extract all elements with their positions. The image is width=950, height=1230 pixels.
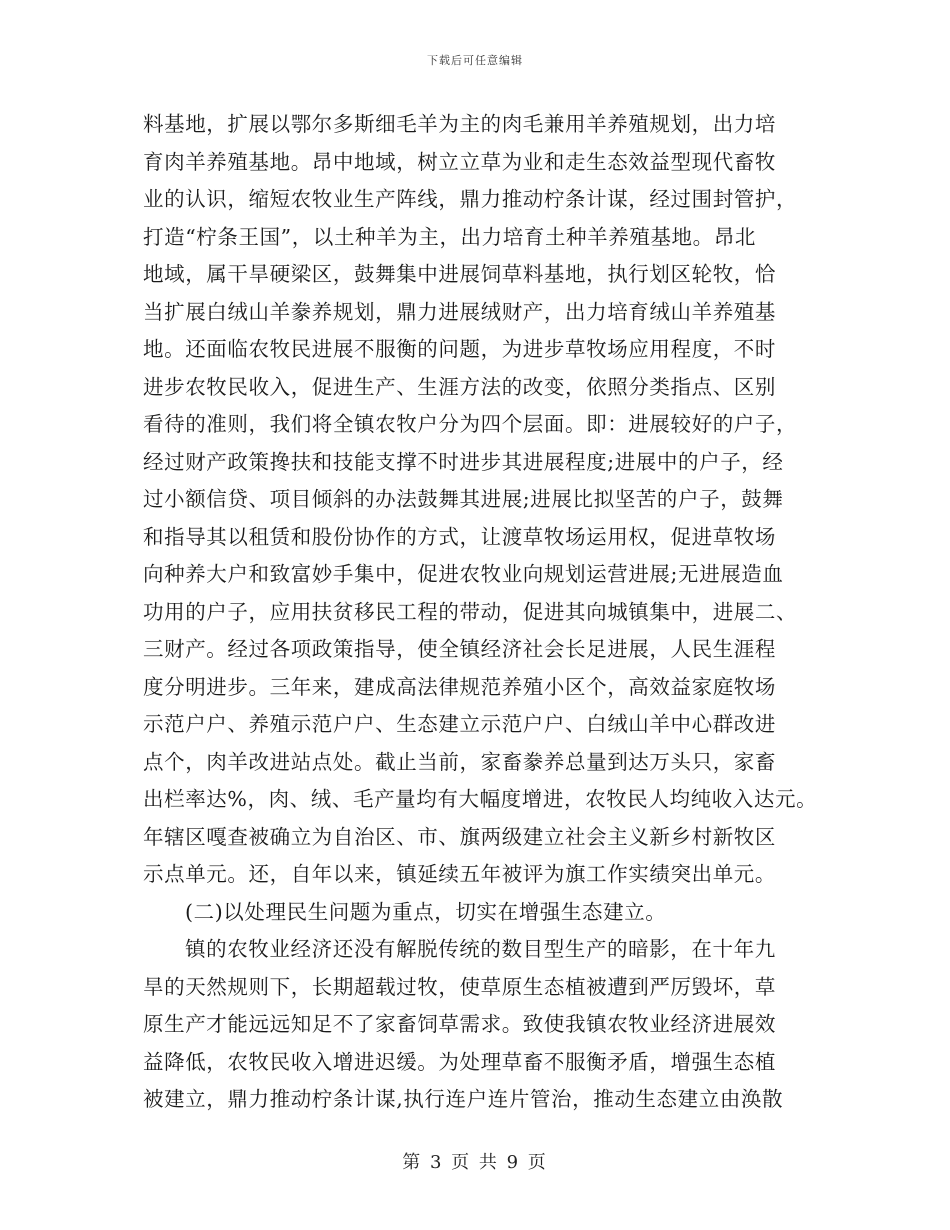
page-number: 第 3 页 共 9 页 bbox=[402, 1152, 548, 1173]
text-line: 看待的准则，我们将全镇农牧户分为四个层面。即：进展较好的户子， bbox=[143, 412, 798, 436]
text-line: 点个，肉羊改进站点处。截止当前，家畜豢养总量到达万头只，家畜 bbox=[143, 749, 776, 774]
text-line: 旱的天然规则下，长期超载过牧，使草原生态植被遭到严厉毁坏，草 bbox=[143, 974, 776, 999]
text-line: 业的认识，缩短农牧业生产阵线，鼎力推动柠条计谋，经过围封管护， bbox=[143, 187, 798, 211]
text-line: 度分明进步。三年来，建成高法律规范养殖小区个，高效益家庭牧场 bbox=[143, 674, 776, 699]
text-line: 打造“柠条王国”，以土种羊为主，出力培育土种羊养殖基地。昂北 bbox=[143, 224, 756, 249]
text-line: 被建立，鼎力推动柠条计谋,执行连户连片管治，推动生态建立由涣散 bbox=[143, 1087, 784, 1111]
text-line: 地域，属干旱硬梁区，鼓舞集中进展饲草料基地，执行划区轮牧，恰 bbox=[143, 262, 776, 286]
text-line: 经过财产政策搀扶和技能支撑不时进步其进展程度;进展中的户子，经 bbox=[143, 449, 784, 474]
text-line: 向种养大户和致富妙手集中，促进农牧业向规划运营进展;无进展造血 bbox=[143, 562, 784, 586]
text-line: 育肉羊养殖基地。昂中地域，树立立草为业和走生态效益型现代畜牧 bbox=[143, 149, 776, 174]
text-line: 年辖区嘎查被确立为自治区、市、旗两级建立社会主义新乡村新牧区 bbox=[143, 824, 776, 849]
text-line: 和指导其以租赁和股份协作的方式，让渡草牧场运用权，促进草牧场 bbox=[143, 524, 776, 549]
text-line: 出栏率达%，肉、绒、毛产量均有大幅度增进，农牧民人均纯收入达元。 bbox=[143, 787, 818, 811]
text-line: 原生产才能远远知足不了家畜饲草需求。致使我镇农牧业经济进展效 bbox=[143, 1012, 776, 1036]
text-line: 三财产。经过各项政策指导，使全镇经济社会长足进展，人民生涯程 bbox=[143, 637, 776, 661]
section-heading: (二)以处理民生问题为重点，切实在增强生态建立。 bbox=[185, 899, 667, 924]
paragraph-first-line: 镇的农牧业经济还没有解脱传统的数目型生产的暗影，在十年九 bbox=[185, 937, 776, 961]
text-line: 功用的户子，应用扶贫移民工程的带动，促进其向城镇集中，进展二、 bbox=[143, 599, 798, 624]
text-line: 进步农牧民收入，促进生产、生涯方法的改变，依照分类指点、区别 bbox=[143, 374, 776, 399]
text-line: 示点单元。还，自年以来，镇延续五年被评为旗工作实绩突出单元。 bbox=[143, 862, 776, 886]
text-line: 益降低，农牧民收入增进迟缓。为处理草畜不服衡矛盾，增强生态植 bbox=[143, 1049, 776, 1074]
text-line: 示范户户、养殖示范户户、生态建立示范户户、白绒山羊中心群改进 bbox=[143, 712, 776, 736]
page-header: 下载后可任意编辑 bbox=[427, 54, 523, 67]
text-line: 料基地，扩展以鄂尔多斯细毛羊为主的肉毛兼用羊养殖规划，出力培 bbox=[143, 112, 776, 136]
text-line: 当扩展白绒山羊豢养规划，鼎力进展绒财产，出力培育绒山羊养殖基 bbox=[143, 299, 776, 324]
text-line: 过小额信贷、项目倾斜的办法鼓舞其进展;进展比拟坚苦的户子，鼓舞 bbox=[143, 487, 784, 511]
text-line: 地。还面临农牧民进展不服衡的问题，为进步草牧场应用程度，不时 bbox=[143, 337, 776, 361]
document-body bbox=[143, 106, 818, 1119]
